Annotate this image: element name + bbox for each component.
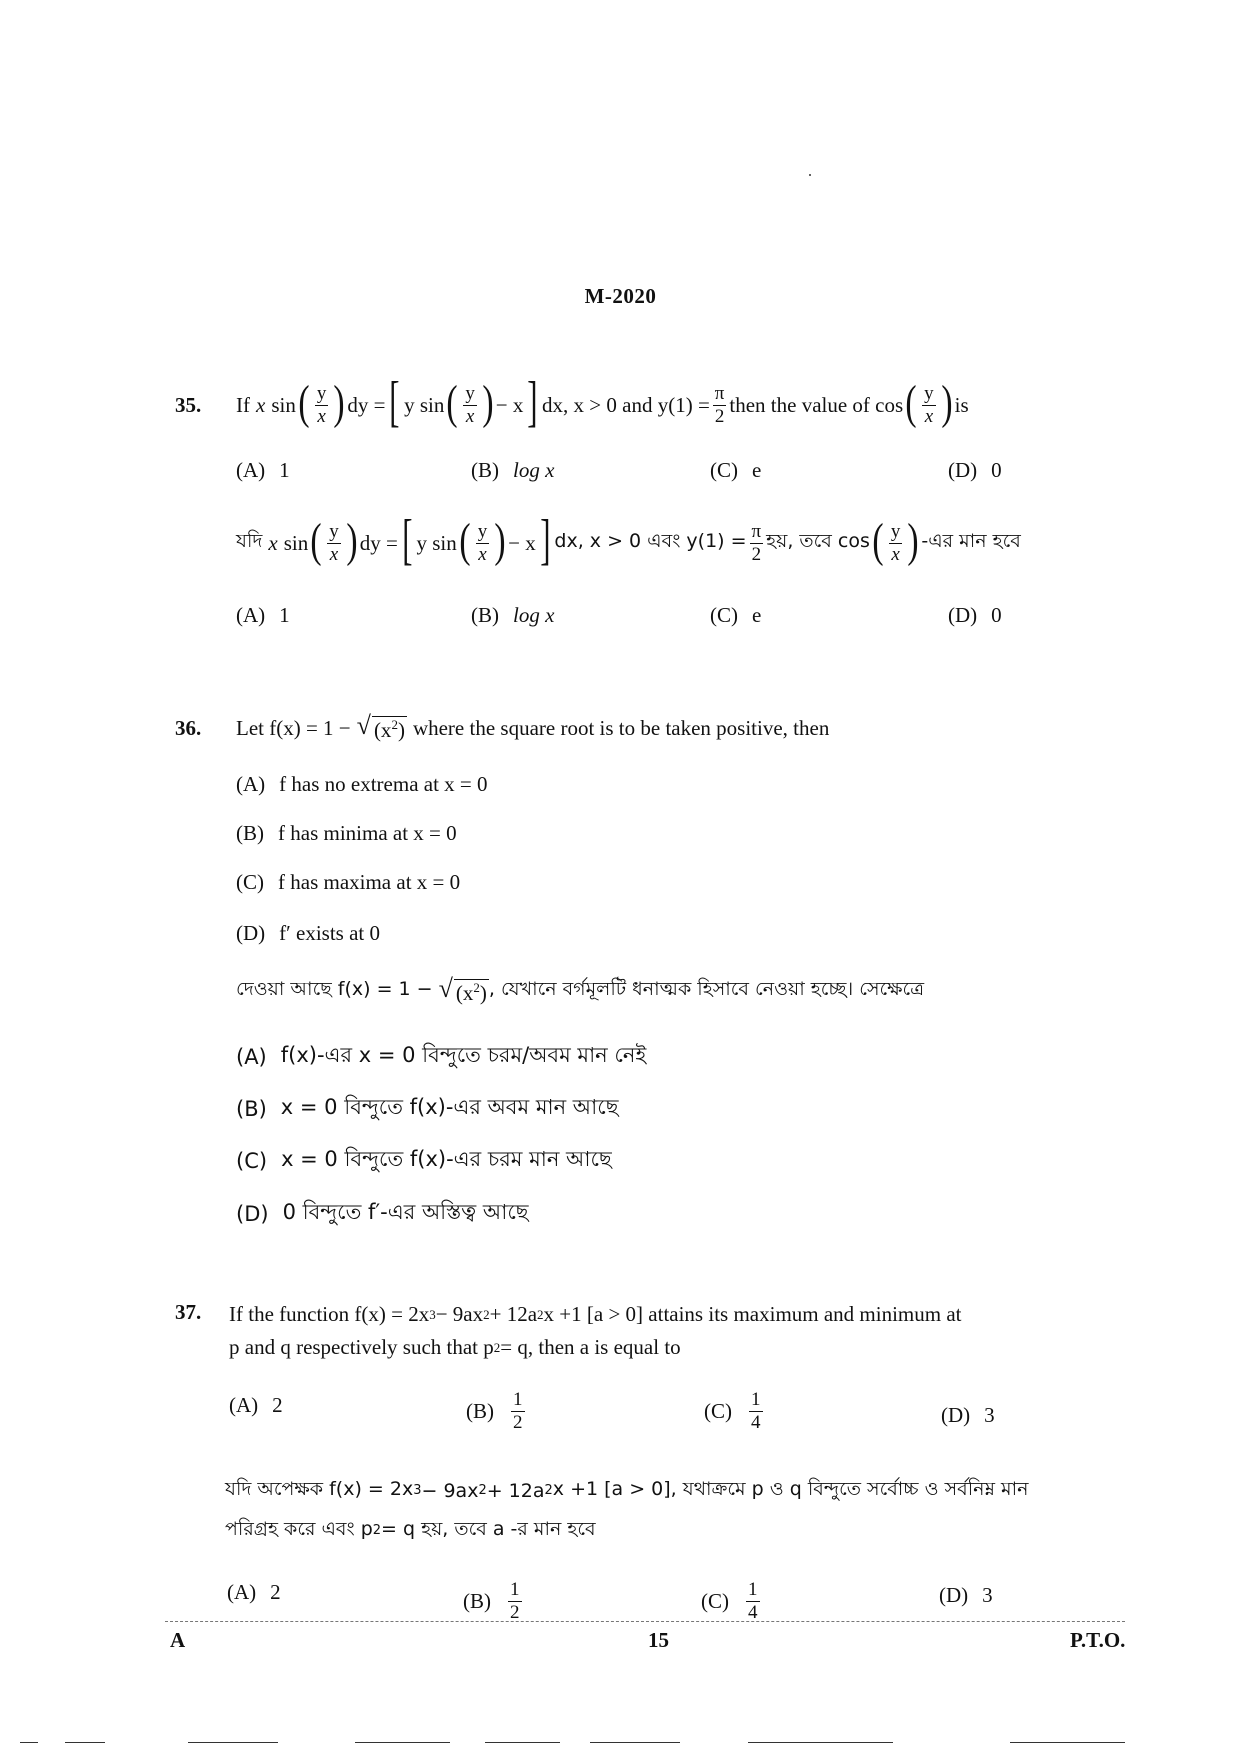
q36-option-d-en: (D) f′ exists at 0 bbox=[236, 921, 380, 945]
question-35-number: 35. bbox=[175, 393, 202, 417]
q37-option-c-en: (C) $\frac{1}{4}$ bbox=[704, 1389, 761, 1433]
question-36-number: 36. bbox=[175, 716, 202, 740]
question-36-text-bn: দেওয়া আছে f(x) = 1 − √ $(x^2)$ , যেখানে বর্গমূলটি ধনাত্মক হিসাবে নেওয়া হচ্ছে। সেক্ষেত্রে bbox=[236, 974, 925, 1005]
q35-option-d-bn: (D) 0 bbox=[948, 603, 1002, 627]
footer-divider bbox=[165, 1621, 1125, 1622]
q35-option-b-bn: (B) log x bbox=[471, 603, 555, 627]
q36-option-a-bn: (A) f(x)-এর x = 0 বিন্দুতে চরম/অবম মান নেই bbox=[236, 1043, 647, 1069]
scan-artifact bbox=[748, 1742, 893, 1743]
footer-page-number: 15 bbox=[648, 1628, 669, 1652]
paper-code: M-2020 bbox=[584, 284, 657, 308]
q36-option-c-bn: (C) x = 0 বিন্দুতে f(x)-এর চরম মান আছে bbox=[236, 1147, 612, 1173]
q36-option-b-en: (B) f has minima at x = 0 bbox=[236, 821, 457, 845]
scan-artifact bbox=[188, 1742, 278, 1743]
question-37-line1-bn: যদি অপেক্ষক f(x) = 2x 3 − 9ax 2 + 12a 2 x +1 [a > 0], যথাক্রমে p ও q বিন্দুতে সর্বোচ্চ ও সর্বনিম্ন মান bbox=[225, 1478, 1029, 1502]
question-37-number: 37. bbox=[175, 1300, 202, 1324]
q37-option-d-en: (D) 3 bbox=[941, 1403, 995, 1427]
question-37-line2-bn: পরিগ্রহ করে এবং p 2 = q হয়, তবে a -র মান হবে bbox=[225, 1518, 596, 1540]
scan-artifact bbox=[65, 1742, 105, 1743]
q36-option-b-bn: (B) x = 0 বিন্দুতে f(x)-এর অবম মান আছে bbox=[236, 1095, 619, 1121]
footer-pto: P.T.O. bbox=[1070, 1628, 1126, 1652]
q36-option-c-en: (C) f has maxima at x = 0 bbox=[236, 870, 461, 894]
question-37-line2-en: p and q respectively such that p 2 = q, then a is equal to bbox=[229, 1335, 681, 1359]
q35-option-c-en: (C) e bbox=[710, 458, 762, 482]
q35-option-a-en: (A) 1 bbox=[236, 458, 290, 482]
q37-option-b-bn: (B) $\frac{1}{2}$ bbox=[463, 1579, 520, 1623]
q36-option-a-en: (A) f has no extrema at x = 0 bbox=[236, 772, 488, 796]
question-35-text-en: If x sin ( $\frac{y}{x}$ ) dy = [ y sin ( $\frac{y}{x}$ ) − x ] dx, x > 0 and y(1) = $\frac{\pi}{2}$ then the value of cos ( $\frac{y}{x}$ ) is bbox=[236, 371, 969, 433]
stray-mark bbox=[809, 174, 811, 176]
q35-option-d-en: (D) 0 bbox=[948, 458, 1002, 482]
q35-option-b-en: (B) log x bbox=[471, 458, 555, 482]
q37-option-d-bn: (D) 3 bbox=[939, 1583, 993, 1607]
question-37-line1-en: If the function f(x) = 2x 3 − 9ax 2 + 12a 2 x +1 [a > 0] attains its maximum and minimum at bbox=[229, 1302, 962, 1326]
q36-option-d-bn: (D) 0 বিন্দুতে f′-এর অস্তিত্ব আছে bbox=[236, 1200, 529, 1226]
q35-option-c-bn: (C) e bbox=[710, 603, 762, 627]
scan-artifact bbox=[1010, 1742, 1125, 1743]
q37-option-a-en: (A) 2 bbox=[229, 1393, 283, 1417]
footer-set-letter: A bbox=[170, 1628, 186, 1652]
scan-artifact bbox=[20, 1742, 38, 1743]
question-35-text-bn: যদি x sin ( $\frac{y}{x}$ ) dy = [ y sin ( $\frac{y}{x}$ ) − x ] dx, x > 0 এবং y(1) = $\frac{\pi}{2}$ হয়, তবে cos ( $\frac{y}{x}$ ) -এর মান হবে bbox=[236, 509, 1021, 571]
scan-artifact bbox=[355, 1742, 450, 1743]
scan-artifact bbox=[590, 1742, 680, 1743]
question-36-text-en: Let f(x) = 1 − √ $(x^2)$ where the square root is to be taken positive, then bbox=[236, 711, 830, 742]
q37-option-c-bn: (C) $\frac{1}{4}$ bbox=[701, 1579, 758, 1623]
q37-option-a-bn: (A) 2 bbox=[227, 1580, 281, 1604]
scan-artifact bbox=[485, 1742, 560, 1743]
q37-option-b-en: (B) $\frac{1}{2}$ bbox=[466, 1389, 523, 1433]
q35-option-a-bn: (A) 1 bbox=[236, 603, 290, 627]
